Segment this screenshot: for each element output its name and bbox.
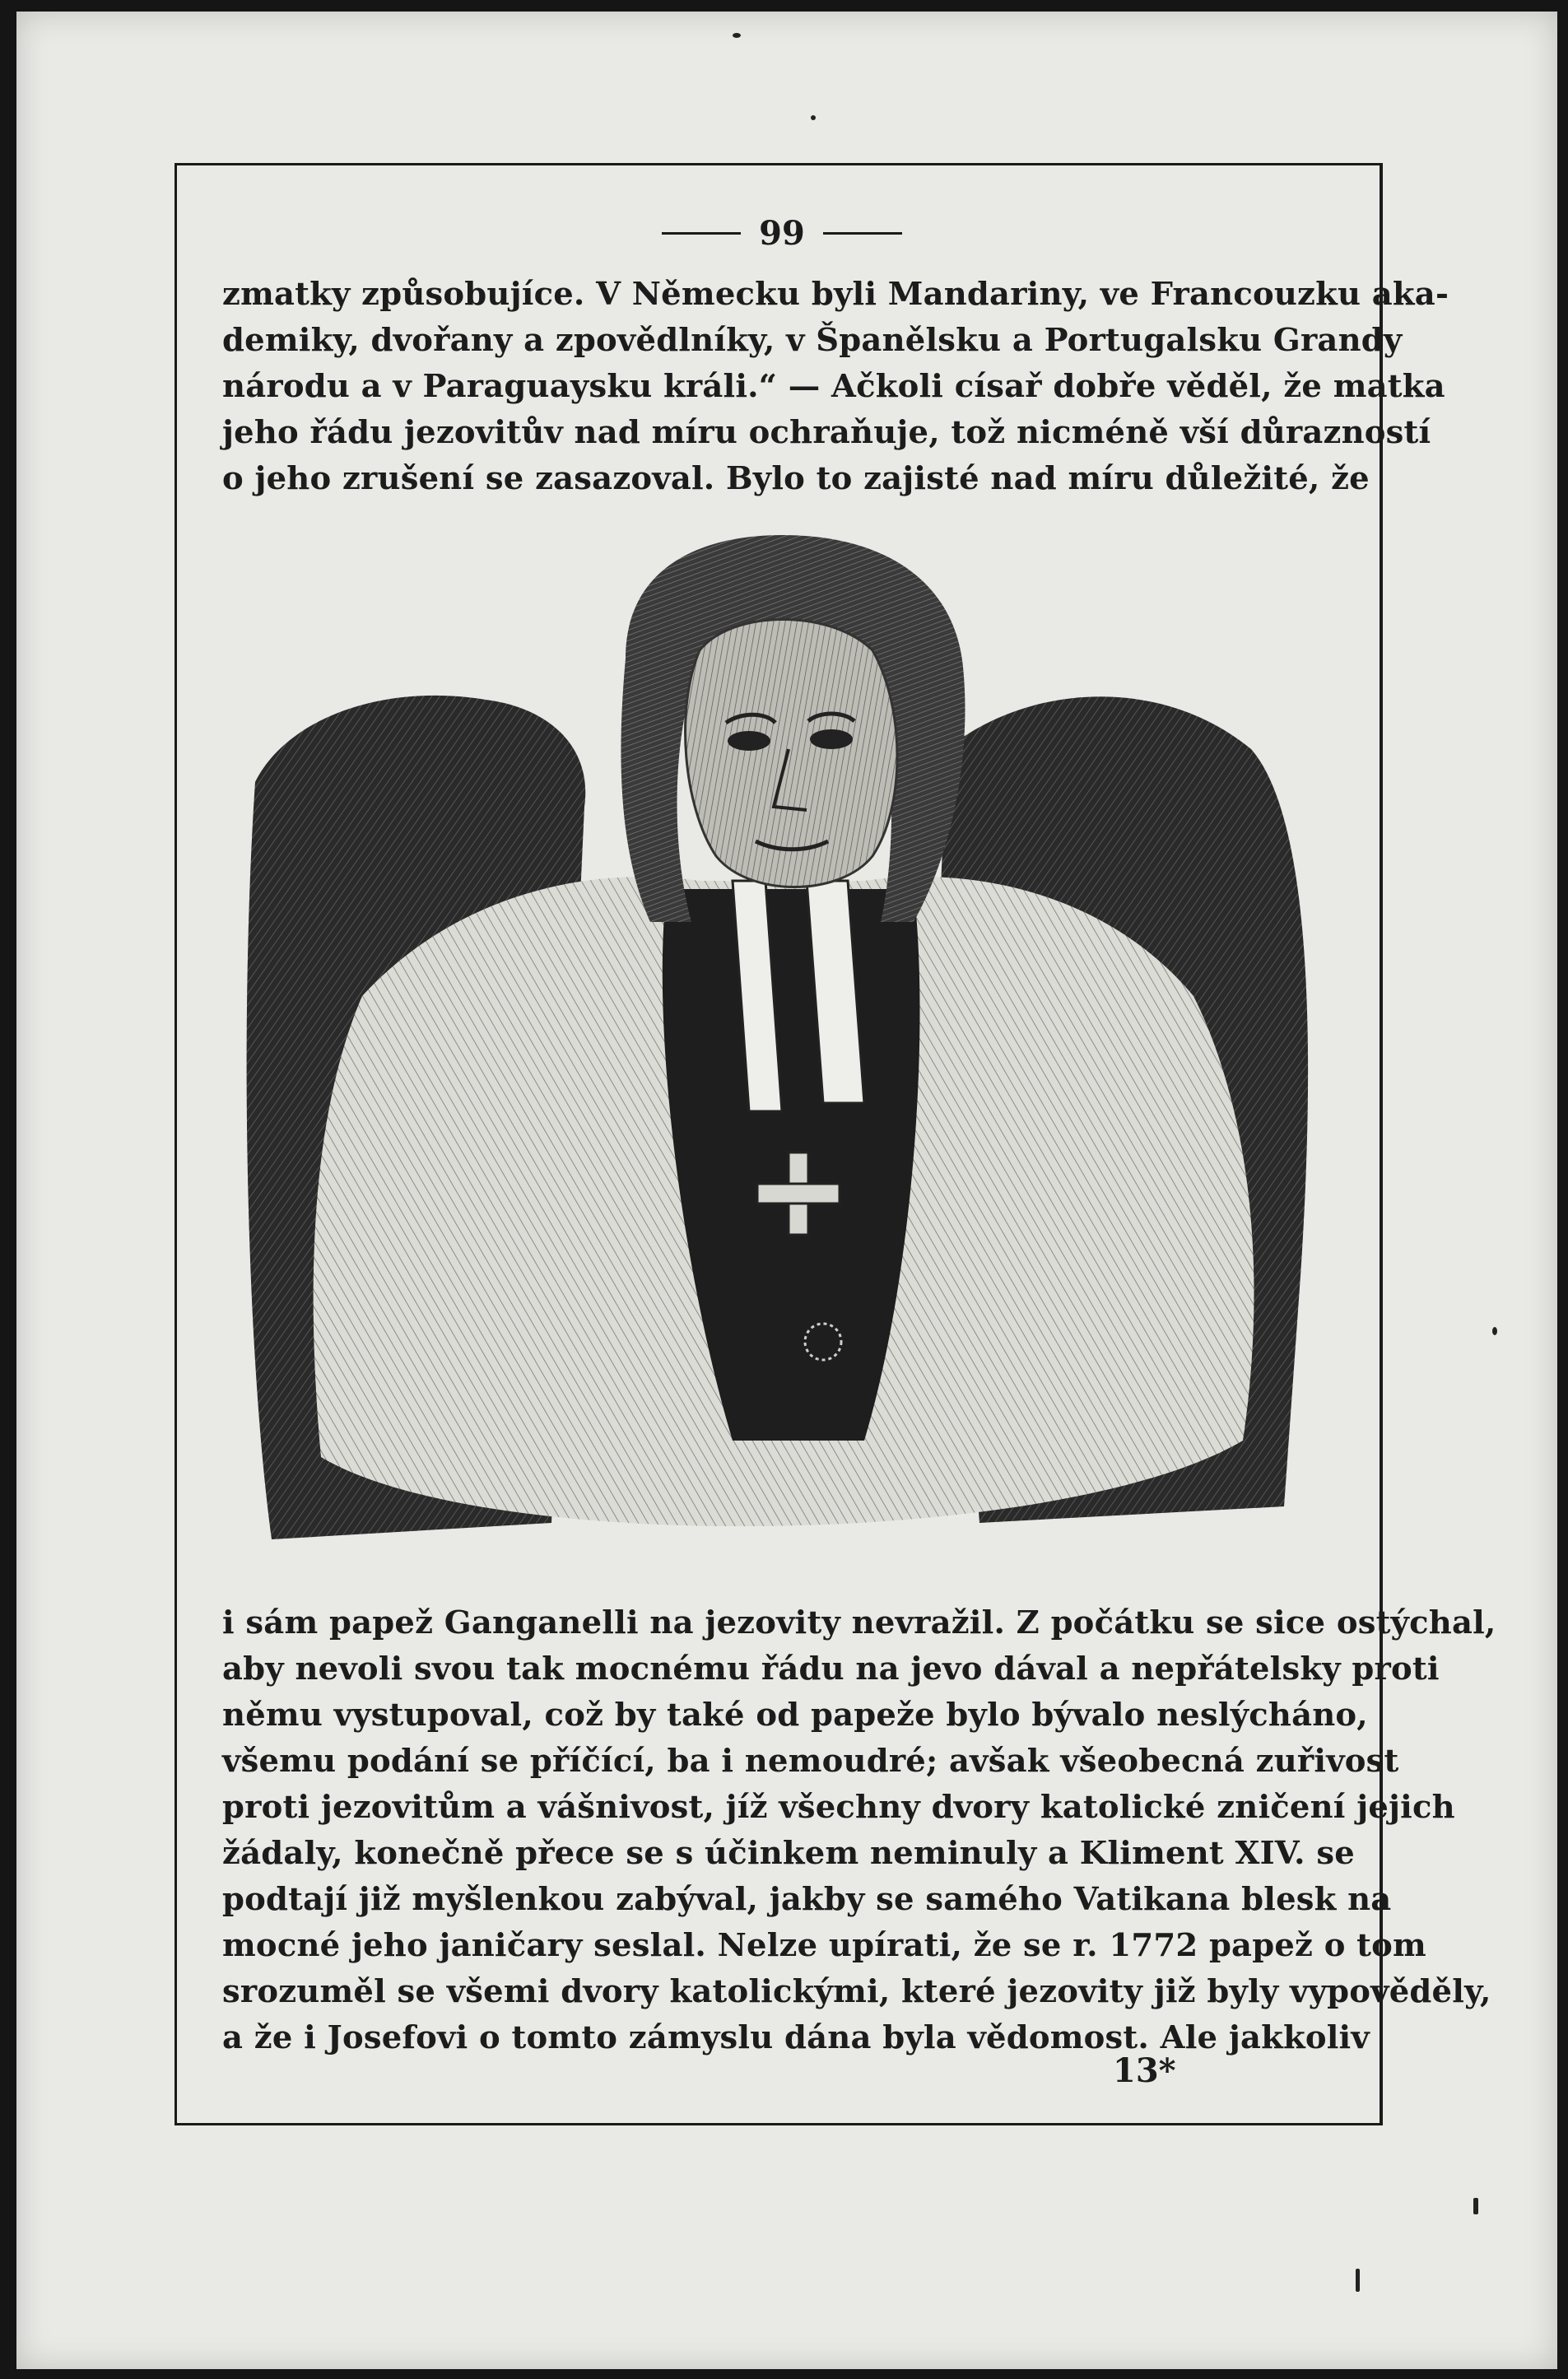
text-line: podtají již myšlenkou zabýval, jakby se samého Vatikana blesk na: [222, 1881, 1392, 1918]
text-line: a že i Josefovi o tomto zámyslu dána byla vědomost. Ale jakkoliv: [222, 2019, 1370, 2056]
engraved-portrait-illustration: [239, 535, 1317, 1572]
text-line: mocné jeho janičary seslal. Nelze upírati, že se r. 1772 papež o tom: [222, 1927, 1426, 1964]
text-line: národu a v Paraguaysku králi.“ — Ačkoli císař dobře věděl, že matka: [222, 368, 1445, 405]
text-before-illustration: [222, 272, 1449, 502]
text-line: proti jezovitům a vášnivost, jíž všechny dvory katolické zničení jejich: [222, 1789, 1455, 1826]
ink-speck: [1473, 2198, 1478, 2214]
ink-speck: [1492, 1327, 1497, 1335]
page-number: [642, 212, 922, 254]
text-line: jeho řádu jezovitův nad míru ochraňuje, tož nicméně vší důrazností: [222, 414, 1431, 451]
text-line: i sám papež Ganganelli na jezovity nevražil. Z počátku se sice ostýchal,: [222, 1604, 1496, 1641]
text-line: o jeho zrušení se zasazoval. Bylo to zajisté nad míru důležité, že: [222, 460, 1370, 497]
right-eye: [810, 729, 853, 749]
page-number-text: 99: [759, 213, 805, 253]
ink-speck: [811, 115, 816, 120]
face: [686, 620, 897, 887]
signature-mark: 13*: [1113, 2051, 1176, 2090]
text-line: němu vystupoval, což by také od papeže bylo bývalo neslýcháno,: [222, 1697, 1368, 1734]
text-line: všemu podání se příčící, ba i nemoudré; avšak všeobecná zuřivost: [222, 1743, 1399, 1780]
text-line: aby nevoli svou tak mocnému řádu na jevo dával a nepřátelsky proti: [222, 1650, 1440, 1688]
text-line: demiky, dvořany a zpovědlníky, v Španělsku a Portugalsku Grandy: [222, 322, 1403, 359]
left-eye: [728, 731, 770, 751]
ink-speck: [1356, 2269, 1360, 2292]
ink-speck: [733, 33, 741, 38]
folio-rule-left: [662, 232, 741, 235]
text-line: žádaly, konečně přece se s účinkem neminuly a Kliment XIV. se: [222, 1835, 1355, 1872]
text-line: srozuměl se všemi dvory katolickými, které jezovity již byly vypověděly,: [222, 1973, 1491, 2010]
text-after-illustration: [222, 1600, 1496, 2061]
folio-rule-right: [823, 232, 902, 235]
text-line: zmatky způsobujíce. V Německu byli Mandariny, ve Francouzku aka-: [222, 276, 1449, 313]
